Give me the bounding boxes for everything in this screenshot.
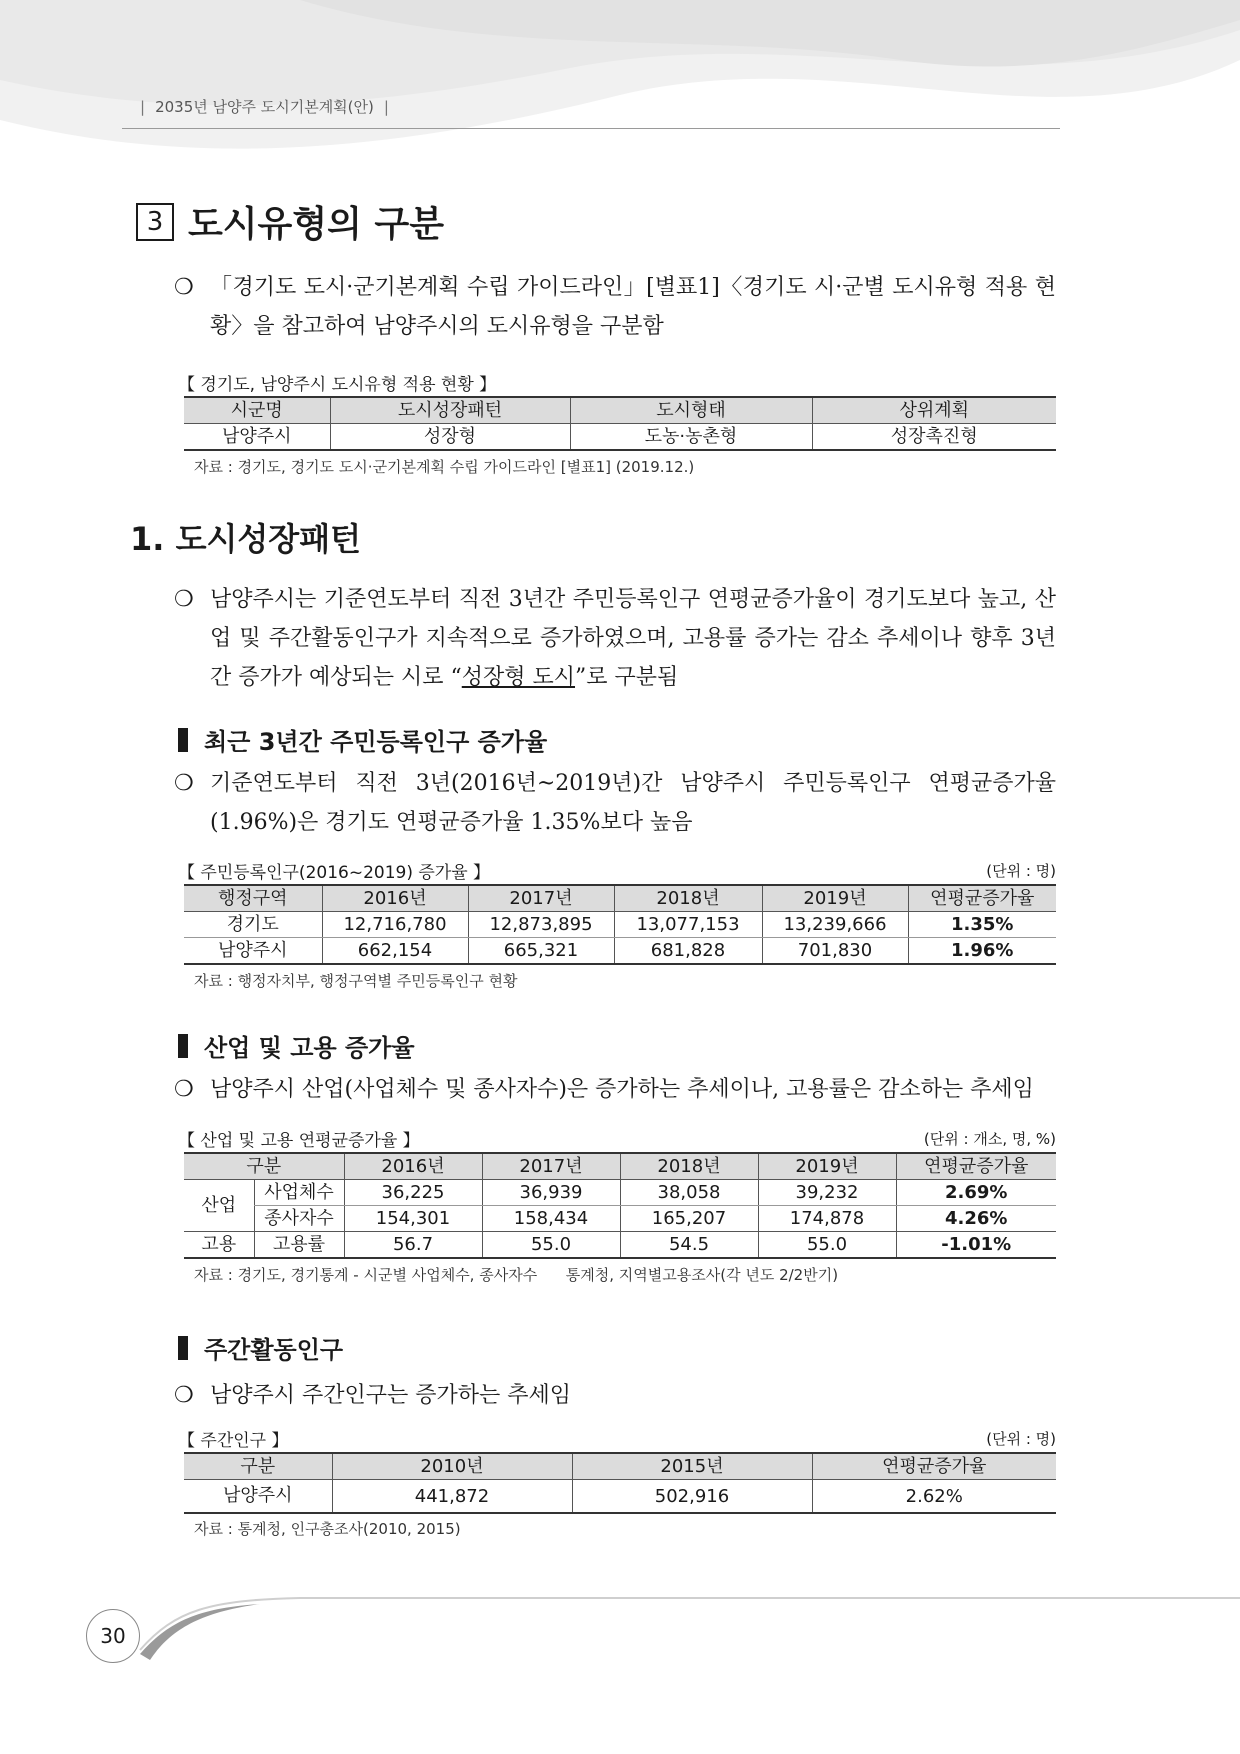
table-header-cell: 2016년: [322, 885, 468, 912]
table-cell: 665,321: [468, 938, 614, 965]
table-header-cell: 구분: [184, 1453, 332, 1480]
industry-text: 남양주시 산업(사업체수 및 종사자수)은 증가하는 추세이나, 고용률은 감소하는 추세임: [210, 1077, 1034, 1102]
table-header-cell: 2018년: [620, 1153, 758, 1180]
chapter-paragraph: [176, 580, 1056, 697]
table-header-row: [184, 1453, 1056, 1480]
table-cell: 종사자수: [254, 1206, 344, 1232]
table-cell: 13,077,153: [614, 912, 762, 938]
table1-caption: 【 경기도, 남양주시 도시유형 적용 현황 】: [178, 375, 497, 395]
table-cell: 고용률: [254, 1232, 344, 1259]
table-header-cell: 도시형태: [570, 397, 812, 424]
daytime-text: 남양주시 주간인구는 증가하는 추세임: [210, 1383, 572, 1408]
table-header-cell: 2017년: [482, 1153, 620, 1180]
table-cell: 경기도: [184, 912, 322, 938]
table-header-cell: 연평균증가율: [812, 1453, 1056, 1480]
table4-unit: (단위 : 명): [986, 1430, 1056, 1448]
table-header-cell: 행정구역: [184, 885, 322, 912]
table-header-row: [184, 885, 1056, 912]
header-bar-left: |: [140, 98, 146, 116]
table-cell: 성장촉진형: [812, 424, 1056, 451]
table-header-cell: 상위계획: [812, 397, 1056, 424]
industry-paragraph: [176, 1070, 1056, 1109]
table-cell: 2.69%: [896, 1180, 1056, 1206]
table-header-cell: 시군명: [184, 397, 330, 424]
table-group-cell: 고용: [184, 1232, 254, 1259]
subheading-text: 산업 및 고용 증가율: [204, 1034, 415, 1062]
subheading-daytime: [178, 1330, 343, 1365]
table-cell: 36,225: [344, 1180, 482, 1206]
chapter-title: 1. 도시성장패턴: [130, 520, 362, 558]
table-header-row: [184, 1153, 1056, 1180]
section-number: 3: [136, 203, 174, 241]
page-number: 30: [86, 1609, 140, 1663]
table-cell: 54.5: [620, 1232, 758, 1259]
table-header-cell: 2015년: [572, 1453, 812, 1480]
table-header-cell: 연평균증가율: [908, 885, 1056, 912]
table-cell: 38,058: [620, 1180, 758, 1206]
table-cell: 1.35%: [908, 912, 1056, 938]
table-cell: 441,872: [332, 1480, 572, 1514]
table-header-cell: 2018년: [614, 885, 762, 912]
table4-caption: 【 주간인구 】: [178, 1431, 289, 1451]
square-bullet-icon: [178, 728, 188, 752]
table2-caption: 【 주민등록인구(2016~2019) 증가율 】: [178, 863, 491, 883]
table-row: [184, 1232, 1056, 1259]
section-title: [136, 196, 444, 247]
table-cell: 701,830: [762, 938, 908, 965]
table-cell: 12,873,895: [468, 912, 614, 938]
bullet-icon: ❍: [174, 587, 194, 612]
table-cell: 12,716,780: [322, 912, 468, 938]
table-header-cell: 연평균증가율: [896, 1153, 1056, 1180]
table1-source: 자료 : 경기도, 경기도 도시·군기본계획 수립 가이드라인 [별표1] (2019.12.): [194, 458, 695, 476]
table-cell: 55.0: [482, 1232, 620, 1259]
table-cell: -1.01%: [896, 1232, 1056, 1259]
intro-text: 「경기도 도시·군기본계획 수립 가이드라인」[별표1]〈경기도 시·군별 도시유형 적용 현황〉을 참고하여 남양주시의 도시유형을 구분함: [210, 275, 1056, 339]
table-row: [184, 1206, 1056, 1232]
table-row: [184, 912, 1056, 938]
table-cell: 165,207: [620, 1206, 758, 1232]
table4-source: 자료 : 통계청, 인구총조사(2010, 2015): [194, 1520, 461, 1538]
intro-paragraph: [176, 268, 1056, 346]
table-header-cell: 2010년: [332, 1453, 572, 1480]
population-text: 기준연도부터 직전 3년(2016년~2019년)간 남양주시 주민등록인구 연평균증가율(1.96%)은 경기도 연평균증가율 1.35%보다 높음: [210, 771, 1056, 835]
industry-table: [184, 1152, 1056, 1259]
table-cell: 사업체수: [254, 1180, 344, 1206]
table-cell: 502,916: [572, 1480, 812, 1514]
table-header-cell: 2017년: [468, 885, 614, 912]
table-cell: 174,878: [758, 1206, 896, 1232]
header-bar-right: |: [383, 98, 389, 116]
section-title-text: 도시유형의 구분: [188, 204, 444, 245]
running-header: [130, 96, 399, 117]
daytime-population-table: [184, 1452, 1056, 1514]
growth-city-underlined: 성장형 도시: [461, 665, 576, 690]
chapter-text-part2: ”로 구분됨: [575, 665, 679, 690]
bullet-icon: ❍: [174, 275, 194, 300]
table2-source: 자료 : 행정자치부, 행정구역별 주민등록인구 현황: [194, 972, 518, 990]
table-cell: 154,301: [344, 1206, 482, 1232]
table-cell: 남양주시: [184, 1480, 332, 1514]
table-cell: 남양주시: [184, 424, 330, 451]
table-group-cell: 산업: [184, 1180, 254, 1232]
table-row: [184, 1180, 1056, 1206]
table2-unit: (단위 : 명): [986, 862, 1056, 880]
subheading-population: [178, 722, 547, 757]
table-row: [184, 424, 1056, 451]
table-cell: 4.26%: [896, 1206, 1056, 1232]
footer-curve-decoration: [0, 1590, 1240, 1754]
table-cell: 2.62%: [812, 1480, 1056, 1514]
table-cell: 681,828: [614, 938, 762, 965]
table-row: [184, 1480, 1056, 1514]
bullet-icon: ❍: [174, 1077, 194, 1102]
square-bullet-icon: [178, 1336, 188, 1360]
table-cell: 도농·농촌형: [570, 424, 812, 451]
table-cell: 55.0: [758, 1232, 896, 1259]
table-header-cell: 2019년: [758, 1153, 896, 1180]
chapter-text-part1: 남양주시는 기준연도부터 직전 3년간 주민등록인구 연평균증가율이 경기도보다 높고, 산업 및 주간활동인구가 지속적으로 증가하였으며, 고용률 증가는 감소 추세이나 향후 3년간 증가가 예상되는 시로 “: [210, 587, 1056, 690]
table-header-cell: 2019년: [762, 885, 908, 912]
square-bullet-icon: [178, 1034, 188, 1058]
table-cell: 성장형: [330, 424, 570, 451]
table-row: [184, 938, 1056, 965]
running-title: 2035년 남양주 도시기본계획(안): [155, 98, 374, 116]
population-paragraph: [176, 764, 1056, 842]
subheading-text: 최근 3년간 주민등록인구 증가율: [204, 728, 548, 756]
table-cell: 1.96%: [908, 938, 1056, 965]
bullet-icon: ❍: [174, 1383, 194, 1408]
table-cell: 662,154: [322, 938, 468, 965]
table-cell: 남양주시: [184, 938, 322, 965]
subheading-text: 주간활동인구: [204, 1336, 344, 1364]
table3-unit: (단위 : 개소, 명, %): [923, 1130, 1056, 1148]
bullet-icon: ❍: [174, 771, 194, 796]
table3-source: 자료 : 경기도, 경기통계 - 시군별 사업체수, 종사자수 통계청, 지역별고용조사(각 년도 2/2반기): [194, 1266, 839, 1284]
table-header-cell: 구분: [184, 1153, 344, 1180]
table-cell: 158,434: [482, 1206, 620, 1232]
chapter-text: [176, 580, 1056, 697]
table3-caption: 【 산업 및 고용 연평균증가율 】: [178, 1131, 420, 1151]
daytime-paragraph: [176, 1376, 1056, 1415]
table-cell: 13,239,666: [762, 912, 908, 938]
table-header-cell: 2016년: [344, 1153, 482, 1180]
table-cell: 36,939: [482, 1180, 620, 1206]
table-header-cell: 도시성장패턴: [330, 397, 570, 424]
subheading-industry: [178, 1028, 415, 1063]
city-type-table: [184, 396, 1056, 451]
table-header-row: [184, 397, 1056, 424]
header-rule: [122, 128, 1060, 129]
table-cell: 39,232: [758, 1180, 896, 1206]
population-table: [184, 884, 1056, 965]
table-cell: 56.7: [344, 1232, 482, 1259]
